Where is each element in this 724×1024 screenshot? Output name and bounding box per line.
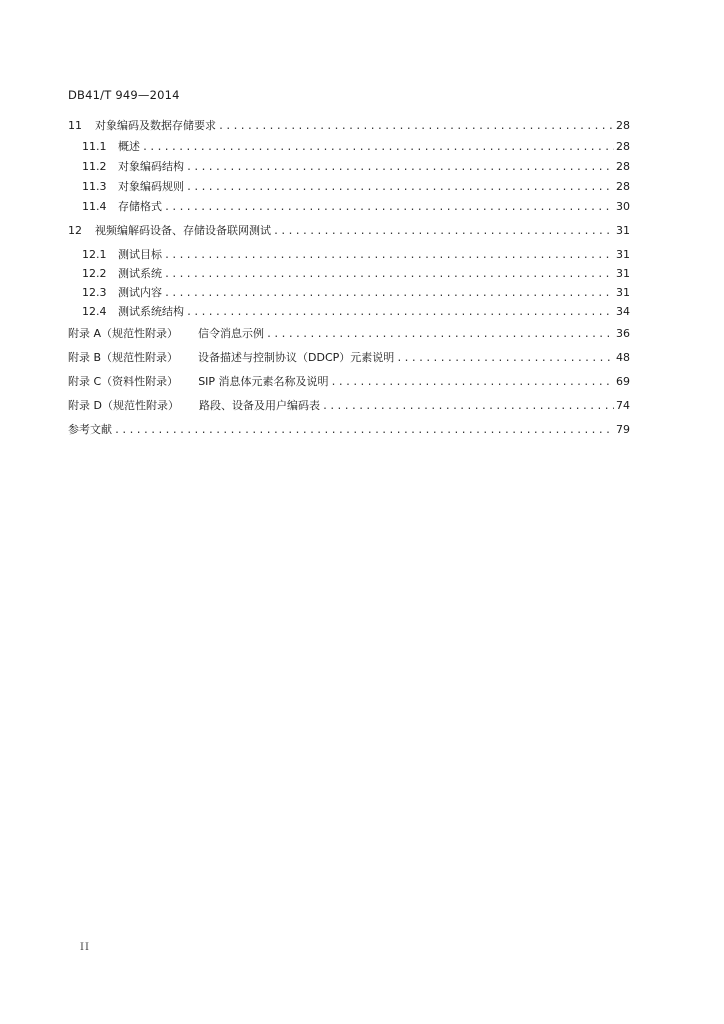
toc-dot-leader	[142, 140, 614, 156]
toc-page-number: 74	[616, 399, 630, 412]
toc-entry-12-2[interactable]	[68, 266, 630, 282]
toc-number: 12	[68, 224, 82, 237]
toc-page-number: 28	[616, 180, 630, 193]
toc-title: 视频编解码设备、存储设备联网测试	[95, 224, 271, 237]
toc-title: 测试系统结构	[118, 305, 184, 318]
toc-title: 参考文献	[68, 423, 112, 436]
page-footer	[80, 942, 90, 953]
toc-title: 概述	[118, 140, 140, 153]
toc-title: 路段、设备及用户编码表	[198, 399, 320, 412]
toc-page-number: 28	[616, 140, 630, 153]
toc-title: 信令消息示例	[198, 327, 265, 340]
page-header	[68, 88, 180, 102]
toc-dot-leader	[396, 351, 614, 367]
toc-number: 11.3	[82, 180, 107, 193]
toc-dot-leader	[186, 305, 614, 321]
toc-number: 11.2	[82, 160, 107, 173]
toc-dot-leader	[164, 248, 614, 264]
toc-entry-references[interactable]	[68, 422, 630, 438]
toc-title: 测试系统	[118, 267, 162, 280]
toc-number: 附录 C（资料性附录）	[68, 375, 179, 388]
toc-dot-leader	[164, 286, 614, 302]
toc-number: 附录 A（规范性附录）	[68, 327, 179, 340]
toc-entry-appendix-b[interactable]	[68, 350, 630, 366]
toc-entry-11-1[interactable]	[68, 139, 630, 155]
page-number-label: II	[80, 942, 90, 953]
toc-number: 11.4	[82, 200, 107, 213]
toc-entry-appendix-a[interactable]	[68, 326, 630, 342]
toc-number: 12.1	[82, 248, 107, 261]
toc-page-number: 31	[616, 286, 630, 299]
toc-page-number: 31	[616, 224, 630, 237]
toc-number: 12.3	[82, 286, 107, 299]
toc-page-number: 69	[616, 375, 630, 388]
toc-dot-leader	[186, 160, 614, 176]
toc-dot-leader	[273, 224, 614, 240]
toc-dot-leader	[266, 327, 614, 343]
toc-page-number: 36	[616, 327, 630, 340]
toc-dot-leader	[164, 200, 614, 216]
toc-entry-11[interactable]	[68, 118, 630, 134]
toc-dot-leader	[331, 375, 614, 391]
toc-page-number: 30	[616, 200, 630, 213]
toc-entry-appendix-d[interactable]	[68, 398, 630, 414]
toc-entry-12-1[interactable]	[68, 247, 630, 263]
toc-number: 附录 D（规范性附录）	[68, 399, 179, 412]
toc-number: 12.2	[82, 267, 107, 280]
toc-title: 对象编码及数据存储要求	[95, 119, 216, 132]
toc-number: 11.1	[82, 140, 107, 153]
toc-dot-leader	[114, 423, 614, 439]
toc-page-number: 28	[616, 119, 630, 132]
toc-page-number: 31	[616, 248, 630, 261]
toc-title: 对象编码结构	[118, 160, 184, 173]
toc-dot-leader	[186, 180, 614, 196]
toc-dot-leader	[164, 267, 614, 283]
toc-page-number: 48	[616, 351, 630, 364]
toc-page-number: 34	[616, 305, 630, 318]
document-code: DB41/T 949—2014	[68, 88, 180, 102]
toc-entry-12-4[interactable]	[68, 304, 630, 320]
toc-title: SIP 消息体元素名称及说明	[198, 375, 329, 388]
toc-entry-12[interactable]	[68, 223, 630, 239]
toc-number: 12.4	[82, 305, 107, 318]
toc-dot-leader	[218, 119, 614, 135]
toc-page-number: 79	[616, 423, 630, 436]
toc-dot-leader	[322, 399, 614, 415]
toc-number: 附录 B（规范性附录）	[68, 351, 179, 364]
toc-entry-appendix-c[interactable]	[68, 374, 630, 390]
toc-entry-11-4[interactable]	[68, 199, 630, 215]
toc-title: 测试目标	[118, 248, 162, 261]
toc-title: 测试内容	[118, 286, 162, 299]
toc-page-number: 28	[616, 160, 630, 173]
toc-title: 对象编码规则	[118, 180, 184, 193]
toc-number: 11	[68, 119, 82, 132]
toc-title: 设备描述与控制协议（DDCP）元素说明	[198, 351, 395, 364]
toc-entry-12-3[interactable]	[68, 285, 630, 301]
toc-page-number: 31	[616, 267, 630, 280]
toc-title: 存储格式	[118, 200, 162, 213]
toc-entry-11-2[interactable]	[68, 159, 630, 175]
toc-entry-11-3[interactable]	[68, 179, 630, 195]
